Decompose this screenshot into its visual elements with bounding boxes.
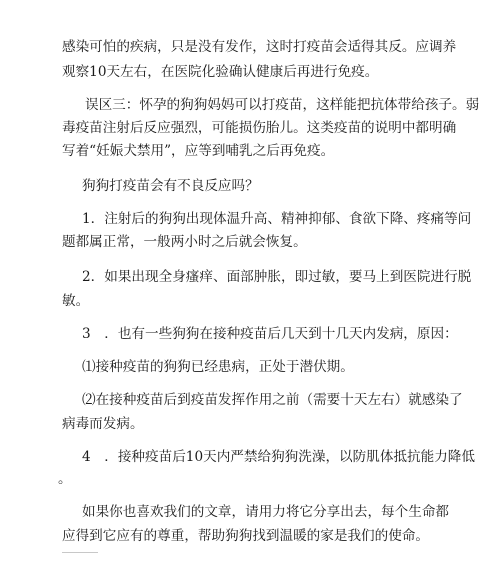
text-line: 3 ．也有一些狗狗在接种疫苗后几天到十几天内发病，原因： (82, 326, 458, 342)
text-line: ⑵在接种疫苗后到疫苗发挥作用之前（需要十天左右）就感染了 (82, 392, 463, 408)
text-line: 如果你也喜欢我们的文章，请用力将它分享出去，每个生命都 (82, 504, 450, 520)
text-line: 观察10天左右，在医院化验确认健康后再进行免疫。 (62, 64, 379, 80)
text-line: ⑴接种疫苗的狗狗已经患病，正处于潜伏期。 (82, 359, 354, 375)
text-line: 病毒而发病。 (62, 416, 144, 432)
text-line: 感染可怕的疾病，只是没有发作，这时打疫苗会适得其反。应调养 (62, 39, 457, 55)
text-line: 应得到它应有的尊重，帮助狗狗找到温暖的家是我们的使命。 (62, 528, 430, 544)
text-line: 写着“妊娠犬禁用”，应等到哺乳之后再免疫。 (62, 143, 335, 159)
text-line: 毒疫苗注射后反应强烈，可能损伤胎儿。这类疫苗的说明中都明确 (62, 120, 457, 136)
separator-rule (62, 552, 98, 553)
section-heading: 狗狗打疫苗会有不良反应吗？ (82, 178, 259, 194)
text-line: 误区三：怀孕的狗狗妈妈可以打疫苗，这样能把抗体带给孩子。弱 (85, 97, 480, 113)
text-line: 敏。 (62, 293, 90, 309)
text-line: 4 ．接种疫苗后10天内严禁给狗狗洗澡，以防肌体抵抗能力降低 (82, 449, 475, 465)
text-line: 2．如果出现全身瘙痒、面部肿胀，即过敏，要马上到医院进行脱 (82, 269, 472, 285)
text-line: 。 (58, 471, 72, 487)
text-line: 题都属正常，一般两小时之后就会恢复。 (62, 234, 307, 250)
text-line: 1．注射后的狗狗出现体温升高、精神抑郁、食欲下降、疼痛等问 (82, 211, 472, 227)
